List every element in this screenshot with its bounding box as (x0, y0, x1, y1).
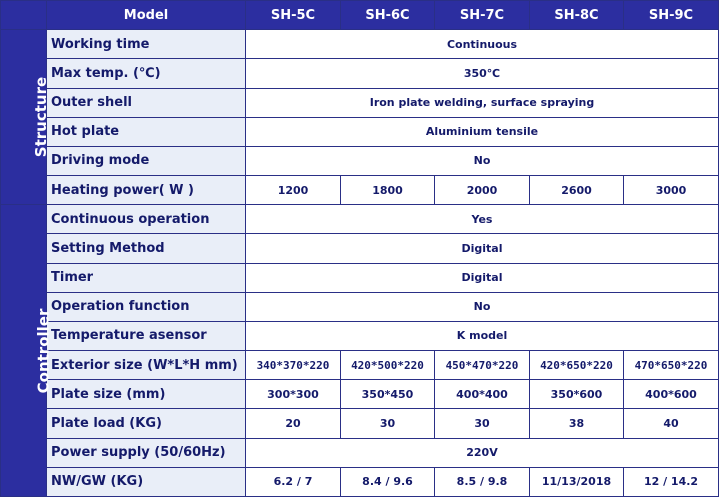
max-temp-label: Max temp. (℃) (47, 59, 246, 88)
driving-mode-value: No (246, 146, 719, 175)
exterior-size-sh-8c: 420*650*220 (530, 351, 624, 380)
working-time-label: Working time (47, 30, 246, 59)
nw-gw-label: NW/GW (KG) (47, 467, 246, 496)
nw-gw-sh-8c: 11/13/2018 (530, 467, 624, 496)
controller-section-label (1, 205, 53, 497)
operation-function-value: No (246, 292, 719, 321)
row-exterior-size (1, 351, 719, 380)
structure-label-text: Structure (32, 77, 51, 158)
heating-power-sh-6c: 1800 (341, 176, 435, 205)
nw-gw-sh-6c: 8.4 / 9.6 (341, 467, 435, 496)
row-driving-mode (1, 146, 719, 175)
row-power-supply (1, 438, 719, 467)
plate-load-sh-8c: 38 (530, 409, 624, 438)
plate-load-sh-5c: 20 (246, 409, 341, 438)
nw-gw-sh-5c: 6.2 / 7 (246, 467, 341, 496)
model-sh-8c: SH-8C (530, 1, 624, 30)
row-plate-load (1, 409, 719, 438)
row-max-temp (1, 59, 719, 88)
row-nw-gw (1, 467, 719, 496)
exterior-size-sh-6c: 420*500*220 (341, 351, 435, 380)
plate-size-sh-6c: 350*450 (341, 380, 435, 409)
plate-load-label: Plate load (KG) (47, 409, 246, 438)
plate-size-sh-5c: 300*300 (246, 380, 341, 409)
plate-size-sh-7c: 400*400 (435, 380, 530, 409)
row-setting-method (1, 234, 719, 263)
exterior-size-label: Exterior size (W*L*H mm) (47, 351, 246, 380)
plate-size-label: Plate size (mm) (47, 380, 246, 409)
power-supply-label: Power supply (50/60Hz) (47, 438, 246, 467)
row-timer (1, 263, 719, 292)
exterior-size-sh-7c: 450*470*220 (435, 351, 530, 380)
model-sh-9c: SH-9C (624, 1, 719, 30)
row-outer-shell (1, 88, 719, 117)
nw-gw-sh-7c: 8.5 / 9.8 (435, 467, 530, 496)
model-header: Model (47, 1, 246, 30)
row-continuous-operation (1, 205, 719, 234)
heating-power-sh-5c: 1200 (246, 176, 341, 205)
corner-cell (1, 1, 47, 30)
plate-load-sh-6c: 30 (341, 409, 435, 438)
row-hot-plate (1, 117, 719, 146)
heating-power-sh-8c: 2600 (530, 176, 624, 205)
temperature-sensor-label: Temperature asensor (47, 321, 246, 350)
model-sh-7c: SH-7C (435, 1, 530, 30)
outer-shell-label: Outer shell (47, 88, 246, 117)
outer-shell-value: Iron plate welding, surface spraying (246, 88, 719, 117)
exterior-size-sh-5c: 340*370*220 (246, 351, 341, 380)
plate-size-sh-8c: 350*600 (530, 380, 624, 409)
continuous-operation-value: Yes (246, 205, 719, 234)
structure-section-label (1, 30, 51, 205)
continuous-operation-label: Continuous operation (47, 205, 246, 234)
timer-label: Timer (47, 263, 246, 292)
max-temp-value: 350℃ (246, 59, 719, 88)
model-sh-6c: SH-6C (341, 1, 435, 30)
heating-power-sh-9c: 3000 (624, 176, 719, 205)
plate-size-sh-9c: 400*600 (624, 380, 719, 409)
temperature-sensor-value: K model (246, 321, 719, 350)
row-operation-function (1, 292, 719, 321)
power-supply-value: 220V (246, 438, 719, 467)
setting-method-value: Digital (246, 234, 719, 263)
row-heating-power (1, 176, 719, 205)
heating-power-label: Heating power( W ) (47, 176, 246, 205)
model-sh-5c: SH-5C (246, 1, 341, 30)
row-working-time (1, 30, 719, 59)
nw-gw-sh-9c: 12 / 14.2 (624, 467, 719, 496)
plate-load-sh-7c: 30 (435, 409, 530, 438)
heating-power-sh-7c: 2000 (435, 176, 530, 205)
controller-label-text: Controller (34, 308, 53, 393)
row-plate-size (1, 380, 719, 409)
timer-value: Digital (246, 263, 719, 292)
plate-load-sh-9c: 40 (624, 409, 719, 438)
hot-plate-label: Hot plate (47, 117, 246, 146)
hot-plate-value: Aluminium tensile (246, 117, 719, 146)
row-temperature-sensor (1, 321, 719, 350)
operation-function-label: Operation function (47, 292, 246, 321)
exterior-size-sh-9c: 470*650*220 (624, 351, 719, 380)
setting-method-label: Setting Method (47, 234, 246, 263)
driving-mode-label: Driving mode (47, 146, 246, 175)
working-time-value: Continuous (246, 30, 719, 59)
